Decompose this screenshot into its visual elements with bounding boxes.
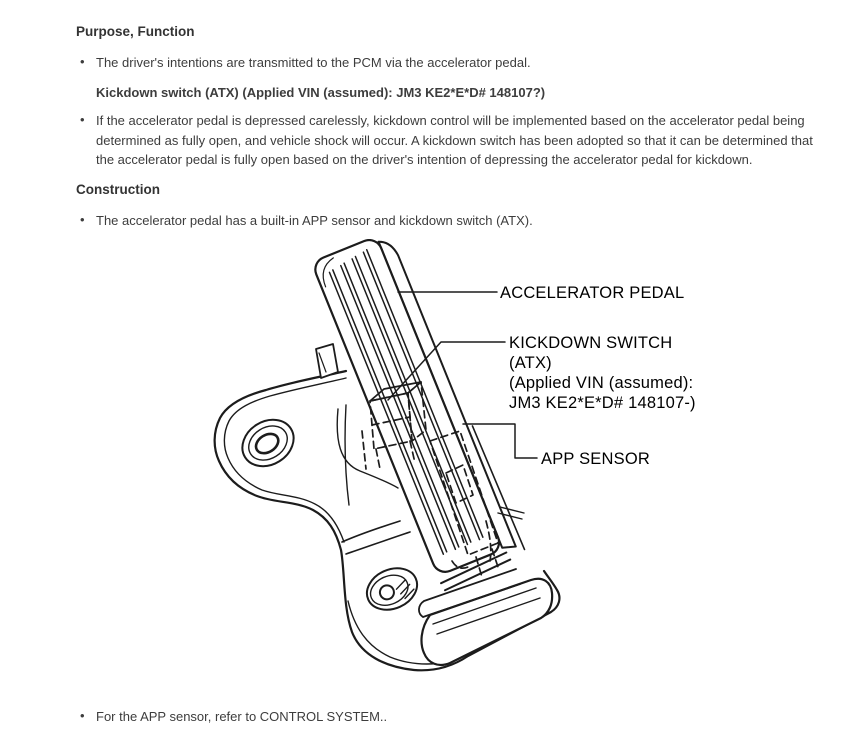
- label-app-sensor: APP SENSOR: [541, 450, 650, 468]
- bullet-text-driver-intentions: The driver's intentions are transmitted to the PCM via the accelerator pedal.: [96, 55, 531, 70]
- bracket-tab: [316, 344, 338, 378]
- list-item-driver-intentions: [76, 53, 814, 102]
- label-kickdown-line3: (Applied VIN (assumed):: [509, 374, 694, 392]
- label-accelerator-pedal: ACCELERATOR PEDAL: [500, 284, 685, 302]
- label-kickdown-line4: JM3 KE2*E*D# 148107-): [509, 394, 696, 412]
- accelerator-pedal-diagram: [0, 239, 852, 691]
- label-kickdown-line1: KICKDOWN SWITCH: [509, 334, 673, 352]
- bullet-marker: •: [80, 211, 85, 227]
- heading-construction: Construction: [76, 181, 160, 197]
- list-item-app-sensor-reference: [76, 707, 814, 727]
- bullet-marker: •: [80, 708, 85, 723]
- bullet-text-construction: The accelerator pedal has a built-in APP sensor and kickdown switch (ATX).: [96, 212, 533, 228]
- bullet-marker: •: [80, 112, 85, 127]
- bullet-marker: •: [80, 54, 85, 69]
- page: [0, 24, 852, 750]
- list-item-kickdown-explanation: [76, 111, 814, 170]
- bullet-text-kickdown-explanation: If the accelerator pedal is depressed carelessly, kickdown control will be implemented based on the accelerator pedal being determined as fully open, and vehicle shock will occur. A kickdown switch has been adopted so that it can be determined that the accelerator pedal is fully open based on the driver's intention of depressing the accelerator pedal for kickdown.: [96, 113, 813, 167]
- label-kickdown-line2: (ATX): [509, 354, 552, 372]
- heading-purpose-function: Purpose, Function: [76, 24, 195, 39]
- bullet-text-app-sensor-reference: For the APP sensor, refer to CONTROL SYSTEM..: [96, 709, 388, 724]
- list-item-construction: [76, 211, 814, 231]
- kickdown-switch-note: Kickdown switch (ATX) (Applied VIN (assumed): JM3 KE2*E*D# 148107?): [96, 84, 546, 100]
